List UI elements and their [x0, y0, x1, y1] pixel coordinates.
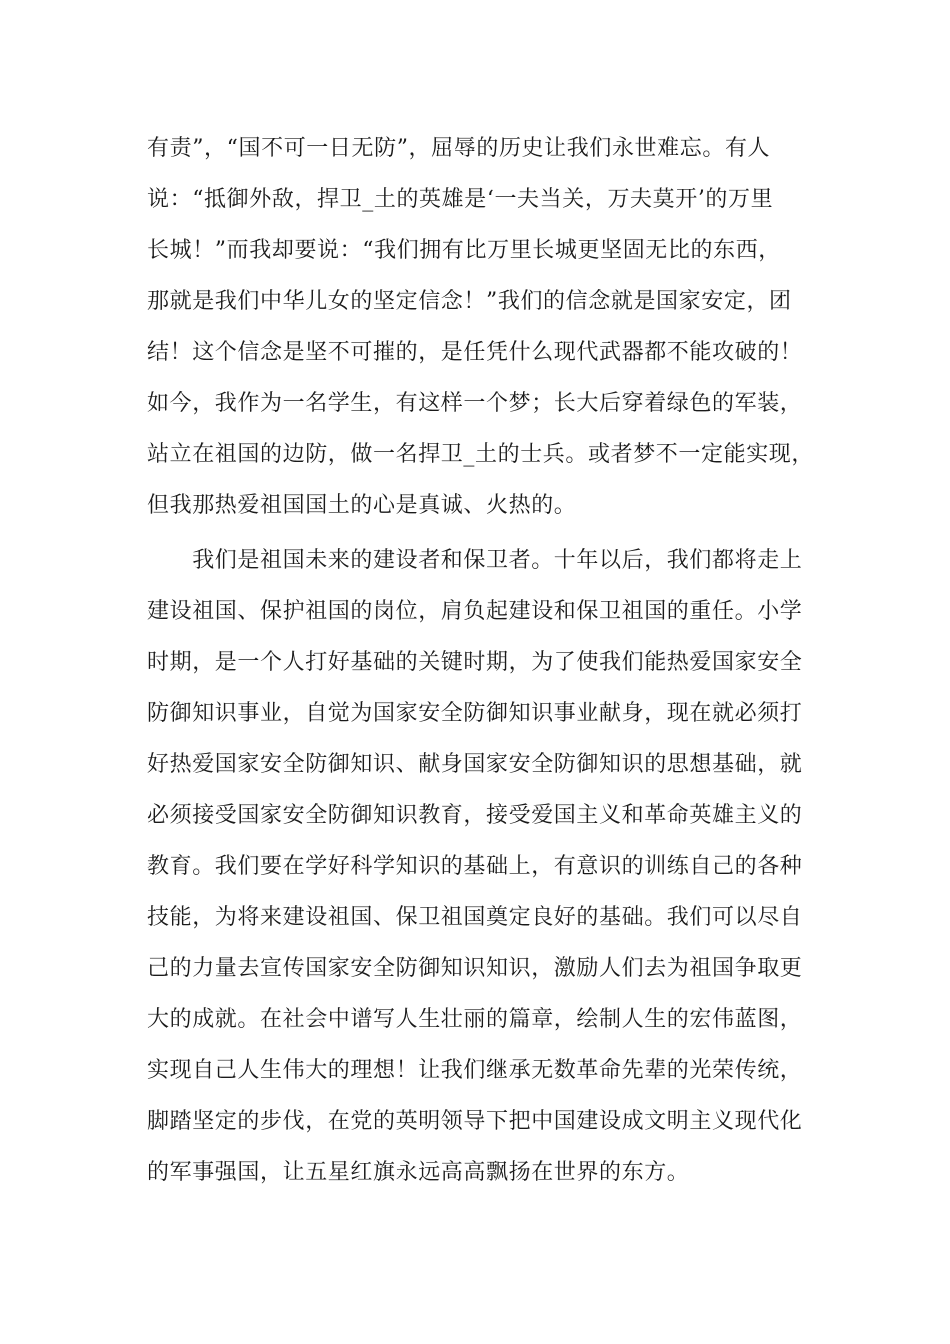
paragraph-line: 如今，我作为一名学生，有这样一个梦；长大后穿着绿色的军装，	[147, 391, 803, 416]
paragraph-line: 好热爱国家安全防御知识、献身国家安全防御知识的思想基础，就	[147, 752, 803, 777]
paragraph-line: 己的力量去宣传国家安全防御知识知识，激励人们去为祖国争取更	[147, 956, 803, 981]
paragraph-line: 脚踏坚定的步伐，在党的英明领导下把中国建设成文明主义现代化	[147, 1109, 803, 1134]
paragraph-line: 结！这个信念是坚不可摧的，是任凭什么现代武器都不能攻破的！	[147, 340, 803, 365]
paragraph-line: 我们是祖国未来的建设者和保卫者。十年以后，我们都将走上	[147, 548, 803, 573]
paragraph-line: 的军事强国，让五星红旗永远高高飘扬在世界的东方。	[147, 1160, 690, 1185]
paragraph-line: 站立在祖国的边防，做一名捍卫_土的士兵。或者梦不一定能实现，	[147, 442, 815, 467]
paragraph-line: 但我那热爱祖国国土的心是真诚、火热的。	[147, 493, 577, 518]
paragraph-line: 实现自己人生伟大的理想！让我们继承无数革命先辈的光荣传统，	[147, 1058, 803, 1083]
paragraph-line: 那就是我们中华儿女的坚定信念！”我们的信念就是国家安定，团	[147, 289, 792, 314]
paragraph-line: 防御知识事业，自觉为国家安全防御知识事业献身，现在就必须打	[147, 701, 803, 726]
paragraph-line: 教育。我们要在学好科学知识的基础上，有意识的训练自己的各种	[147, 854, 803, 879]
paragraph-line: 必须接受国家安全防御知识教育，接受爱国主义和革命英雄主义的	[147, 803, 803, 828]
paragraph-line: 建设祖国、保护祖国的岗位，肩负起建设和保卫祖国的重任。小学	[147, 599, 803, 624]
paragraph-line: 大的成就。在社会中谱写人生壮丽的篇章，绘制人生的宏伟蓝图，	[147, 1007, 803, 1032]
paragraph-line: 时期，是一个人打好基础的关键时期，为了使我们能热爱国家安全	[147, 650, 803, 675]
paragraph-line: 长城！”而我却要说：“我们拥有比万里长城更坚固无比的东西，	[147, 238, 781, 263]
paragraph-line: 有责”，“国不可一日无防”，屈辱的历史让我们永世难忘。有人	[147, 136, 771, 161]
paragraph-line: 说：“抵御外敌，捍卫_土的英雄是‘一夫当关，万夫莫开’的万里	[147, 187, 774, 212]
paragraph-line: 技能，为将来建设祖国、保卫祖国奠定良好的基础。我们可以尽自	[147, 905, 803, 930]
